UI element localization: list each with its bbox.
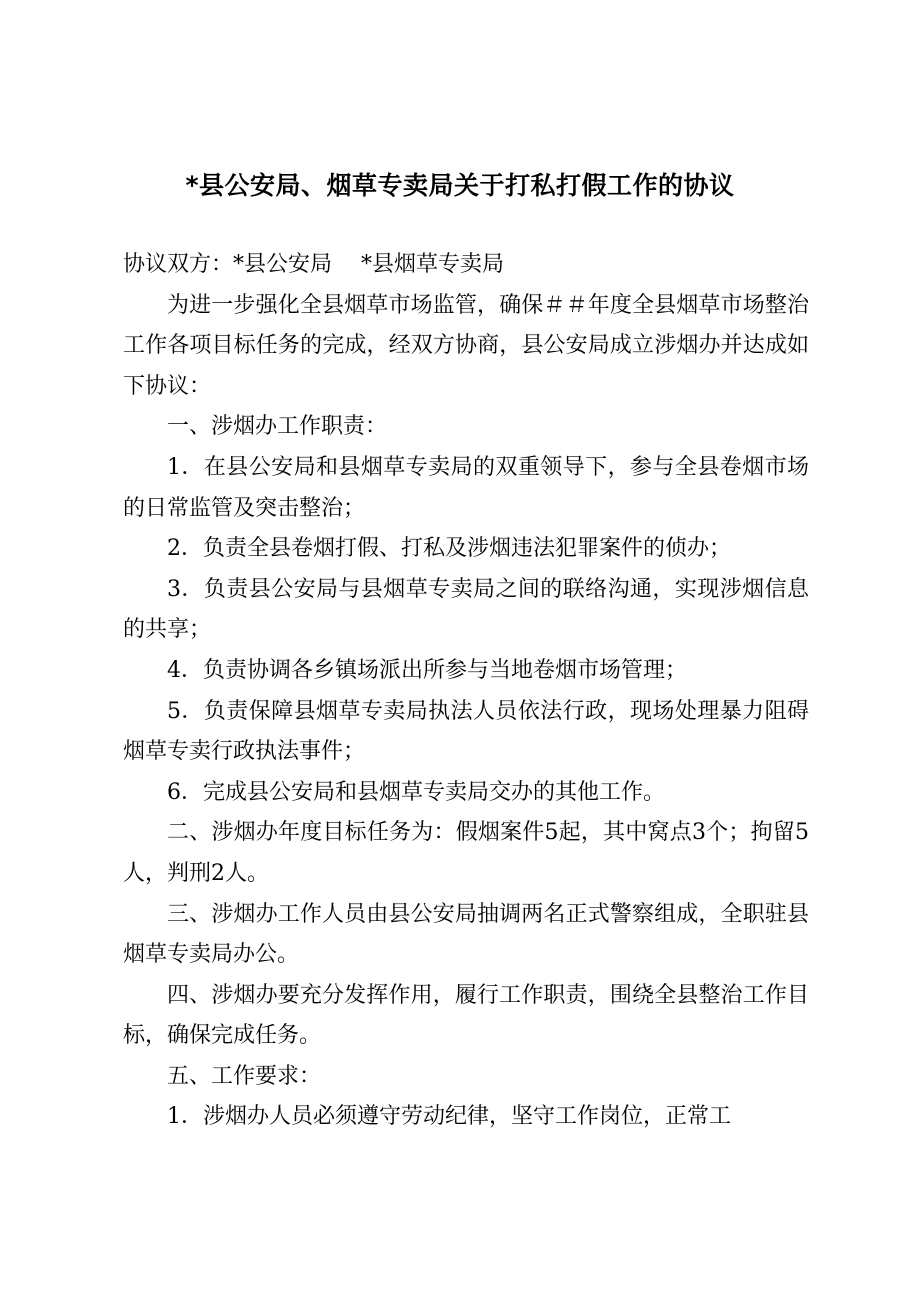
- section-staffing: 三、涉烟办工作人员由县公安局抽调两名正式警察组成，全职驻县烟草专卖局办公。: [123, 901, 809, 968]
- paragraph-intro: 为进一步强化全县烟草市场监管，确保＃＃年度全县烟草市场整治工作各项目标任务的完成，经双方协商，县公安局成立涉烟办并达成如下协议：: [123, 292, 809, 399]
- section-heading-duties: 一、涉烟办工作职责：: [167, 414, 388, 440]
- duty-item-5: 5．负责保障县烟草专卖局执法人员依法行政，现场处理暴力阻碍烟草专卖行政执法事件；: [123, 698, 809, 765]
- section-heading-requirements: 五、工作要求：: [167, 1063, 322, 1089]
- duty-item-6: 6．完成县公安局和县烟草专卖局交办的其他工作。: [167, 779, 665, 805]
- section-annual-targets: 二、涉烟办年度目标任务为：假烟案件5起，其中窝点3个；拘留5人，判刑2人。: [123, 820, 809, 886]
- agreement-parties: 协议双方：*县公安局 *县烟草专卖局: [123, 252, 504, 277]
- duty-item-4: 4．负责协调各乡镇场派出所参与当地卷烟市场管理；: [167, 657, 687, 683]
- document-body: [123, 245, 809, 1138]
- document-title: *县公安局、烟草专卖局关于打私打假工作的协议: [185, 171, 735, 200]
- duty-item-2: 2．负责全县卷烟打假、打私及涉烟违法犯罪案件的侦办；: [167, 536, 731, 562]
- section-role: 四、涉烟办要充分发挥作用，履行工作职责，围绕全县整治工作目标，确保完成任务。: [123, 982, 809, 1049]
- duty-item-1: 1．在县公安局和县烟草专卖局的双重领导下，参与全县卷烟市场的日常监管及突击整治；: [123, 454, 809, 521]
- duty-item-3: 3．负责县公安局与县烟草专卖局之间的联络沟通，实现涉烟信息的共享；: [123, 576, 809, 643]
- requirement-item-1: 1．涉烟办人员必须遵守劳动纪律，坚守工作岗位，正常工: [167, 1104, 731, 1130]
